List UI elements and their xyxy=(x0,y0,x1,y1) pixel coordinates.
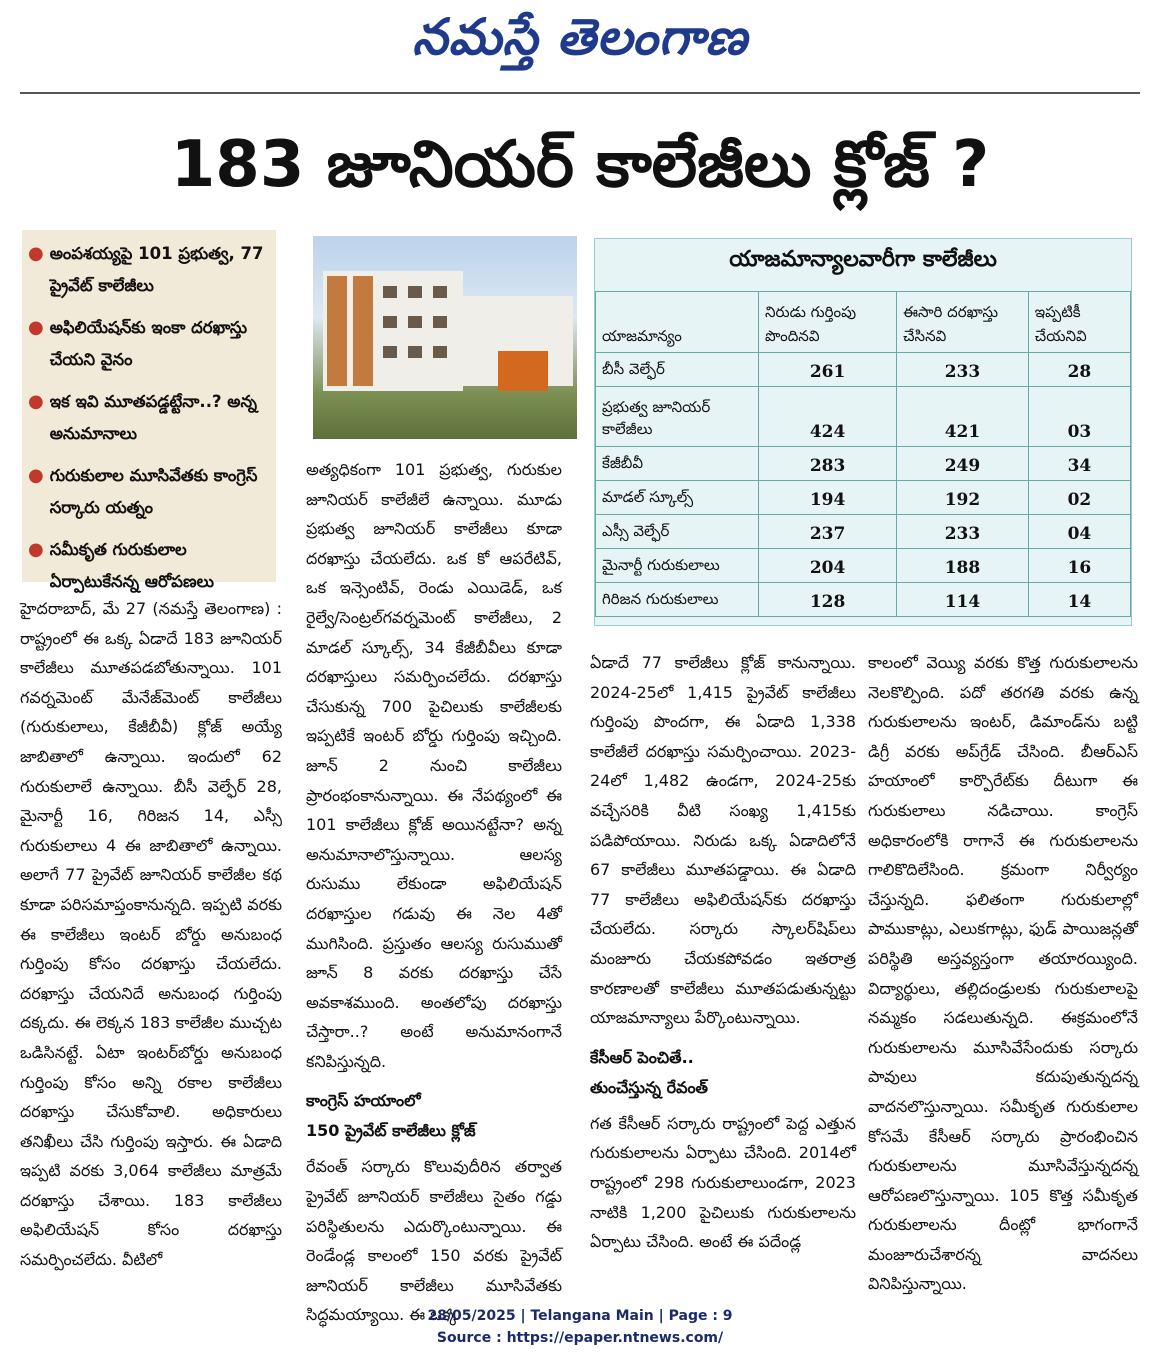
table-row xyxy=(596,515,1131,549)
table-row xyxy=(596,583,1131,617)
table-cell: 194 xyxy=(759,481,897,515)
table-cell: 237 xyxy=(759,515,897,549)
table-cell: 249 xyxy=(897,447,1029,481)
table-cell: 114 xyxy=(897,583,1029,617)
table-cell: 192 xyxy=(897,481,1029,515)
table-cell: 28 xyxy=(1028,353,1130,387)
subheading: 150 ప్రైవేట్ కాలేజీలు క్లోజ్ xyxy=(306,1121,476,1141)
table-cell: 04 xyxy=(1028,515,1130,549)
bullet-icon: ● xyxy=(28,465,44,486)
table-cell: 128 xyxy=(759,583,897,617)
table-cell: 204 xyxy=(759,549,897,583)
subheading: కాంగ్రెస్ హయాంలో xyxy=(306,1091,421,1111)
table-cell: 02 xyxy=(1028,481,1130,515)
footer-date-page: 28/05/2025 | Telangana Main | Page : 9 xyxy=(427,1308,733,1324)
table-cell: 233 xyxy=(897,515,1029,549)
table-row xyxy=(596,447,1131,481)
table-cell: బీసీ వెల్ఫేర్ xyxy=(596,353,759,387)
colleges-table xyxy=(595,291,1131,617)
table-cell: ఎస్సీ వెల్ఫేర్ xyxy=(596,515,759,549)
table-cell: ప్రభుత్వ జూనియర్ కాలేజీలు xyxy=(596,387,759,447)
table-cell: కేజీబీవీ xyxy=(596,447,759,481)
bullet-icon: ● xyxy=(28,243,44,264)
table-header: ఈసారి దరఖాస్తు చేసినవి xyxy=(897,292,1029,353)
subheading: కేసీఆర్ పెంచితే.. xyxy=(590,1047,694,1067)
footer-source-link[interactable]: Source : https://epaper.ntnews.com/ xyxy=(436,1330,724,1346)
table-header: ఇప్పటికీ చేయనివి xyxy=(1028,292,1130,353)
subheading: తుంచేస్తున్న రేవంత్ xyxy=(590,1077,709,1097)
highlights-box xyxy=(22,230,276,591)
table-cell: 421 xyxy=(897,387,1029,447)
highlight-text: ఇక ఇవి మూతపడ్డట్టేనా..? అన్న అనుమానాలు xyxy=(49,392,257,443)
article-column-4: కాలంలో వెయ్యి వరకు కొత్త గురుకులాలను నెలకొల్పింది. పదో తరగతి వరకు ఉన్న గురుకులాలను ఇంటర్, డిమాండ్‌ను బట్టి డిగ్రీ వరకు అప్‌గ్రేడ్ చేసింది. బీఆర్‌ఎస్ హయాంలో కార్పొరేట్‌కు దీటుగా ఈ గురుకులాలు నడిచాయి. కాంగ్రెస్ అధికారంలోకి రాగానే ఈ గురుకులాలను గాలికొదిలేసింది. క్రమంగా నిర్వీర్యం చేస్తున్నది. ఫలితంగా గురుకులాల్లో పాముకాట్లు, ఎలుకగాట్లు, ఫుడ్ పాయిజన్లతో పరిస్థితి అస్తవ్యస్తంగా తయారయ్యింది. విద్యార్థులు, తల్లిదండ్రులకు గురుకులాలపై నమ్మకం సడలుతున్నది. ఈక్రమంలోనే గురుకులాలను మూసివేసేందుకు సర్కారు పావులు కదుపుతున్నదన్న వాదనలొస్తున్నాయి. సమీకృత గురుకులాల కోసమే కేసీఆర్ సర్కారు ప్రారంభించిన గురుకులాలను మూసివేస్తున్నదన్న ఆరోపణలొస్తున్నాయి. 105 కొత్త సమీకృత గురుకులాలను దీంట్లో భాగంగానే మంజూరుచేశారన్న వాదనలు వినిపిస్తున్నాయి. xyxy=(868,653,1138,1294)
masthead-logo: నమస్తే తెలంగాణ xyxy=(412,8,748,66)
table-cell: 233 xyxy=(897,353,1029,387)
bullet-icon: ● xyxy=(28,317,44,338)
highlight-item xyxy=(28,534,270,598)
highlight-item xyxy=(28,386,270,450)
highlight-item xyxy=(28,312,270,376)
headline: 183 జూనియర్ కాలేజీలు క్లోజ్ ? xyxy=(170,128,990,202)
table-cell: 261 xyxy=(759,353,897,387)
highlight-item xyxy=(28,460,270,524)
table-row xyxy=(596,549,1131,583)
highlight-text: అఫిలియేషన్‌కు ఇంకా దరఖాస్తు చేయని వైనం xyxy=(49,318,248,369)
table-header: నిరుడు గుర్తింపు పొందినవి xyxy=(759,292,897,353)
masthead-divider xyxy=(20,92,1140,94)
table-cell: 14 xyxy=(1028,583,1130,617)
college-building-photo xyxy=(313,236,577,439)
highlight-text: గురుకులాల మూసివేతకు కాంగ్రెస్ సర్కారు యత్నం xyxy=(49,466,258,517)
table-row xyxy=(596,387,1131,447)
article-text: గత కేసీఆర్ సర్కారు రాష్ట్రంలో పెద్ద ఎత్తున గురుకులాలను ఏర్పాటు చేసింది. 2014లో రాష్ట్రంలో 298 గురుకులాలుండగా, 2023 నాటికి 1,200 పైచిలుకు గురుకులాలను ఏర్పాటు చేసింది. అంటే ఈ పదేండ్ల xyxy=(590,1113,856,1252)
highlight-text: అంపశయ్యపై 101 ప్రభుత్వ, 77 ప్రైవేట్ కాలేజీలు xyxy=(49,244,264,295)
table-cell: 34 xyxy=(1028,447,1130,481)
table-header: యాజమాన్యం xyxy=(596,292,759,353)
article-column-2 xyxy=(306,455,562,1330)
table-cell: 03 xyxy=(1028,387,1130,447)
article-column-3 xyxy=(590,648,856,1257)
table-header-row xyxy=(596,292,1131,353)
table-cell: 424 xyxy=(759,387,897,447)
table-row xyxy=(596,481,1131,515)
bullet-icon: ● xyxy=(28,539,44,560)
article-text: ఏడాదే 77 కాలేజీలు క్లోజ్ కానున్నాయి. 2024-25లో 1,415 ప్రైవేట్ కాలేజీలు గుర్తింపు పొందగా, ఈ ఏడాది 1,338 కాలేజీలే దరఖాస్తు సమర్పించాయి. 2023-24లో 1,482 ఉండగా, 2024-25కు వచ్చేసరికి వీటి సంఖ్య 1,415కు పడిపోయాయి. నిరుడు ఒక్క ఏడాదిలోనే 67 కాలేజీలు మూతపడ్డాయి. ఈ ఏడాది 77 కాలేజీలు అఫిలియేషన్‌కు దరఖాస్తు చేయలేదు. సర్కారు స్కాలర్‌షిప్‌లు మంజూరు చేయకపోవడం ఇతరాత్ర కారణాలతో కాలేజీలు మూతపడుతున్నట్టు యాజమాన్యాలు పేర్కొంటున్నాయి. xyxy=(590,653,856,1028)
highlight-item xyxy=(28,238,270,302)
table-cell: 188 xyxy=(897,549,1029,583)
table-row xyxy=(596,353,1131,387)
article-text: అత్యధికంగా 101 ప్రభుత్వ, గురుకుల జూనియర్ కాలేజీలే ఉన్నాయి. మూడు ప్రభుత్వ జూనియర్ కాలేజీలు కూడా దరఖాస్తు చేయలేదు. ఒక కో ఆపరేటివ్, ఒక ఇన్సెంటివ్, రెండు ఎయిడెడ్, ఒక రైల్వే/సెంట్రల్‌గవర్నమెంట్ కాలేజీలు, 2 మాడల్ స్కూల్స్, 34 కేజీబీవీలు కూడా దరఖాస్తులు సమర్పించలేదు. దరఖాస్తు చేసుకున్న 700 పైచిలుకు కాలేజీలకు ఇప్పటికే ఇంటర్ బోర్డు గుర్తింపు ఇచ్చింది. జూన్ 2 నుంచి కాలేజీలు ప్రారంభంకానున్నాయి. ఈ నేపథ్యంలో ఈ 101 కాలేజీలు క్లోజ్ అయినట్టేనా? అన్న అనుమానాలొస్తున్నాయి. ఆలస్య రుసుము లేకుండా అఫిలియేషన్ దరఖాస్తుల గడువు ఈ నెల 4తో ముగిసింది. ప్రస్తుతం ఆలస్య రుసుముతో జూన్ 8 వరకు దరఖాస్తు చేసే అవకాశముంది. అంతలోపు దరఖాస్తు చేస్తారా..? అంటే అనుమానంగానే కనిపిస్తున్నది. xyxy=(306,460,562,1071)
table-cell: మాడల్ స్కూల్స్ xyxy=(596,481,759,515)
table-cell: 16 xyxy=(1028,549,1130,583)
table-title: యాజమాన్యాలవారీగా కాలేజీలు xyxy=(729,247,997,272)
highlight-text: సమీకృత గురుకులాల ఏర్పాటుకేనన్న ఆరోపణలు xyxy=(49,540,214,591)
table-cell: 283 xyxy=(759,447,897,481)
bullet-icon: ● xyxy=(28,391,44,412)
colleges-table-box xyxy=(594,238,1132,626)
article-column-1: హైదరాబాద్, మే 27 (నమస్తే తెలంగాణ) : రాష్ట్రంలో ఈ ఒక్క ఏడాదే 183 జూనియర్ కాలేజీలు మూతపడబోతున్నాయి. 101 గవర్నమెంట్ మేనేజ్‌మెంట్ కాలేజీలు (గురుకులాలు, కేజీబీవీ) క్లోజ్ అయ్యే జాబితాలో ఉన్నాయి. ఇందులో 62 గురుకులాలే ఉన్నాయి. బీసీ వెల్ఫేర్ 28, మైనార్టీ 16, గిరిజన 14, ఎస్సీ గురుకులాలు 4 ఈ జాబితాలో ఉన్నాయి. అలాగే 77 ప్రైవేట్ జూనియర్ కాలేజీల కథ కూడా పరిసమాప్తంకానున్నది. ఇప్పటి వరకు ఈ కాలేజీలు ఇంటర్ బోర్డు అనుబంధ గుర్తింపు కోసం దరఖాస్తు చేయలేదు. దరఖాస్తు చేయనిదే అనుబంధ గుర్తింపు దక్కదు. ఈ లెక్కన 183 కాలేజీల ముచ్చట ఒడిసినట్టే. ఏటా ఇంటర్‌బోర్డు అనుబంధ గుర్తింపు కోసం అన్ని రకాల కాలేజీలు దరఖాస్తు చేసుకోవాలి. అధికారులు తనిఖీలు చేసి గుర్తింపు ఇస్తారు. ఈ ఏడాది ఇప్పటి వరకు 3,064 కాలేజీలు మాత్రమే దరఖాస్తు చేశాయి. 183 కాలేజీలు అఫిలియేషన్ కోసం దరఖాస్తు సమర్పించలేదు. వీటిలో xyxy=(20,599,282,1270)
article-text: రేవంత్ సర్కారు కొలువుదీరిన తర్వాత ప్రైవేట్ జూనియర్ కాలేజీలు సైతం గడ్డు పరిస్థితులను ఎదుర్కొంటున్నాయి. ఈ రెండేండ్ల కాలంలో 150 వరకు ప్రైవేట్ జూనియర్ కాలేజీలు మూసివేతకు సిద్ధమయ్యాయి. ఈ ఒక్క xyxy=(306,1157,562,1325)
table-cell: గిరిజన గురుకులాలు xyxy=(596,583,759,617)
table-cell: మైనార్టీ గురుకులాలు xyxy=(596,549,759,583)
